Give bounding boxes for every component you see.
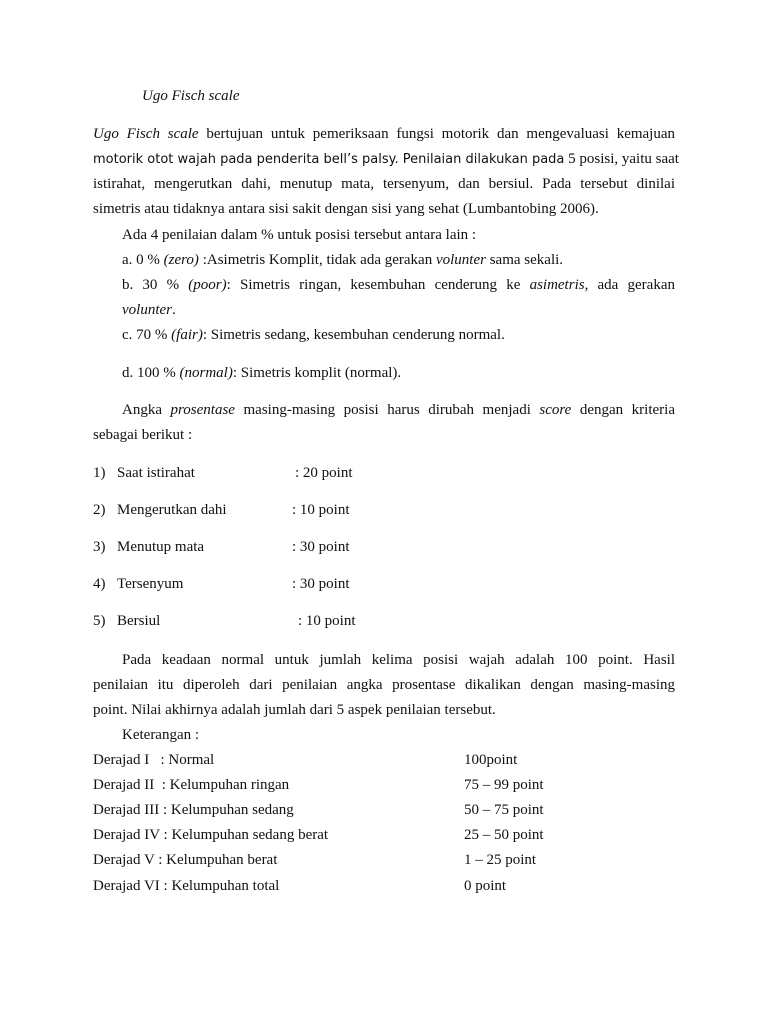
list-item-number: 2) bbox=[93, 502, 106, 518]
document-title: Ugo Fisch scale bbox=[142, 88, 240, 104]
grade-label: Derajad I : Normal bbox=[93, 752, 215, 768]
list-item-number: 3) bbox=[93, 539, 106, 555]
grade-range: 0 point bbox=[464, 878, 507, 894]
assessment-item-c: c. 70 % (fair): Simetris sedang, kesembuhan cenderung normal. bbox=[122, 327, 505, 343]
normal-para-line-2: penilaian itu diperoleh dari penilaian angka prosentase dikalikan dengan masing-masing bbox=[93, 677, 675, 693]
grade-label: Derajad IV : Kelumpuhan sedang berat bbox=[93, 827, 329, 843]
scale-name: Ugo Fisch scale bbox=[93, 126, 199, 142]
grade-label: Derajad II : Kelumpuhan ringan bbox=[93, 777, 290, 793]
assessment-item-b-cont: volunter. bbox=[122, 302, 176, 318]
intro-line-3: istirahat, mengerutkan dahi, menutup mata, tersenyum, dan bersiul. Pada tersebut dinilai bbox=[93, 176, 675, 192]
grade-range: 100point bbox=[464, 752, 518, 768]
list-item-value: : 10 point bbox=[298, 613, 356, 629]
normal-para-line-1: Pada keadaan normal untuk jumlah kelima posisi wajah adalah 100 point. Hasil bbox=[122, 652, 675, 668]
assessment-item-a: a. 0 % (zero) :Asimetris Komplit, tidak ada gerakan volunter sama sekali. bbox=[122, 252, 564, 268]
grade-label: Derajad III : Kelumpuhan sedang bbox=[93, 802, 294, 818]
grade-range: 50 – 75 point bbox=[464, 802, 544, 818]
list-item-name: Mengerutkan dahi bbox=[117, 502, 227, 518]
grade-range: 1 – 25 point bbox=[464, 852, 537, 868]
grade-label: Derajad VI : Kelumpuhan total bbox=[93, 878, 280, 894]
normal-para-line-3: point. Nilai akhirnya adalah jumlah dari 5 aspek penilaian tersebut. bbox=[93, 702, 496, 718]
grade-range: 25 – 50 point bbox=[464, 827, 544, 843]
list-item-number: 1) bbox=[93, 465, 106, 481]
list-item-name: Tersenyum bbox=[117, 576, 184, 592]
score-intro-line-1: Angka prosentase masing-masing posisi harus dirubah menjadi score dengan kriteria bbox=[122, 402, 675, 418]
list-item-number: 4) bbox=[93, 576, 106, 592]
assessment-item-d: d. 100 % (normal): Simetris komplit (normal). bbox=[122, 365, 402, 381]
score-intro-line-2: sebagai berikut : bbox=[93, 427, 193, 443]
list-item-name: Menutup mata bbox=[117, 539, 205, 555]
list-item-name: Saat istirahat bbox=[117, 465, 195, 481]
assessment-intro: Ada 4 penilaian dalam % untuk posisi tersebut antara lain : bbox=[122, 227, 477, 243]
intro-line-1: Ugo Fisch scale bertujuan untuk pemeriksaan fungsi motorik dan mengevaluasi kemajuan bbox=[93, 126, 675, 142]
grade-range: 75 – 99 point bbox=[464, 777, 544, 793]
list-item-number: 5) bbox=[93, 613, 106, 629]
list-item-value: : 30 point bbox=[292, 539, 350, 555]
intro-line-2: motorik otot wajah pada penderita bell’s palsy. Penilaian dilakukan pada 5 posisi, yaitu saat bbox=[93, 151, 679, 167]
list-item-value: : 20 point bbox=[295, 465, 353, 481]
grade-label: Derajad V : Kelumpuhan berat bbox=[93, 852, 278, 868]
list-item-value: : 30 point bbox=[292, 576, 350, 592]
legend-label: Keterangan : bbox=[122, 727, 200, 743]
intro-line-4: simetris atau tidaknya antara sisi sakit dengan sisi yang sehat (Lumbantobing 2006). bbox=[93, 201, 599, 217]
list-item-value: : 10 point bbox=[292, 502, 350, 518]
assessment-item-b: b. 30 % (poor): Simetris ringan, kesembuhan cenderung ke asimetris, ada gerakan bbox=[122, 277, 675, 293]
list-item-name: Bersiul bbox=[117, 613, 161, 629]
